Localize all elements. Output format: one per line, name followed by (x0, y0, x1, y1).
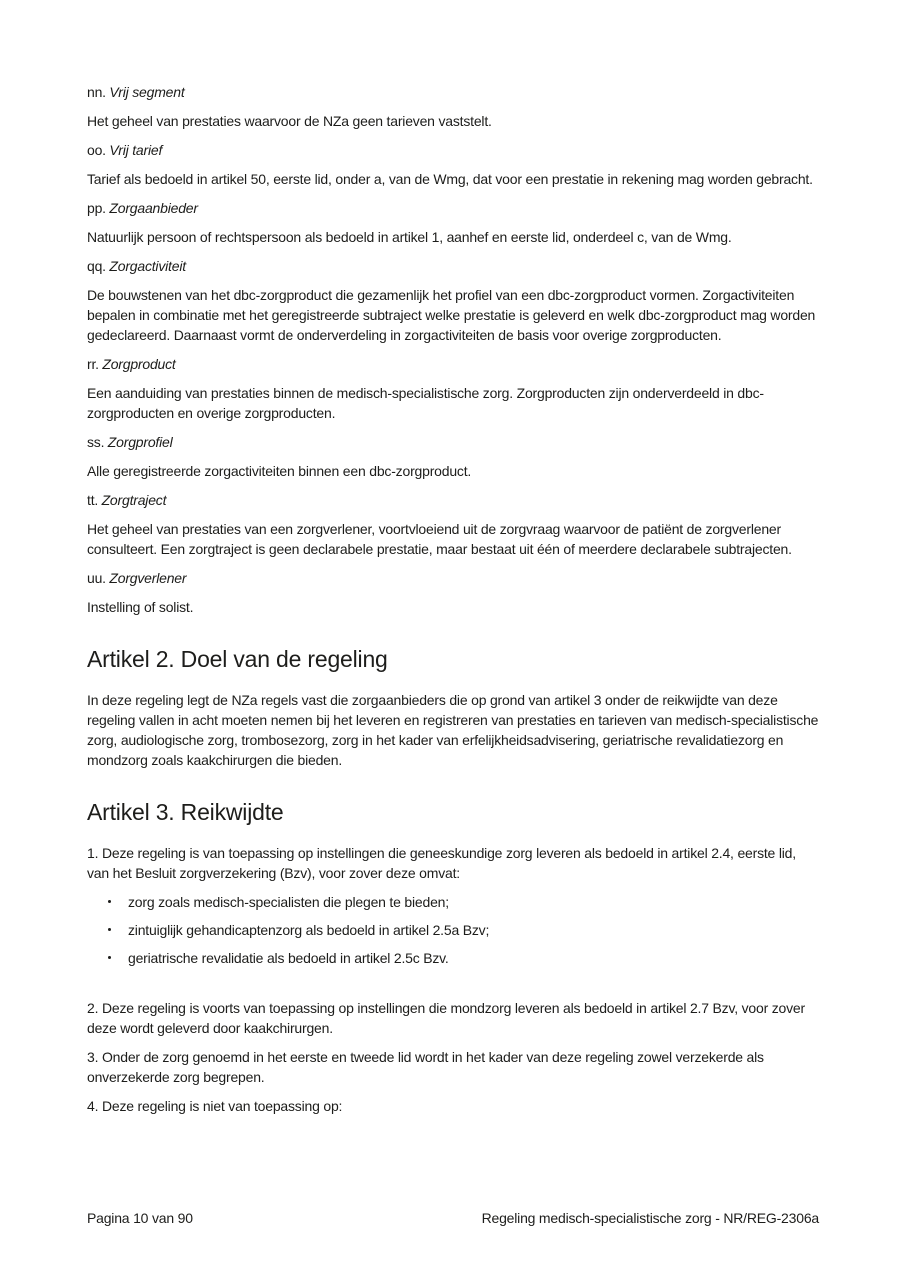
article-3-paragraph-2: 2. Deze regeling is voorts van toepassing op instellingen die mondzorg leveren als bedoeld in artikel 2.7 Bzv, voor zover deze wordt geleverd door kaakchirurgen. (87, 1000, 805, 1036)
definition-term-text: Vrij segment (109, 84, 185, 100)
definition-term-text: Zorgproduct (102, 356, 176, 372)
article-3-paragraph-1: 1. Deze regeling is van toepassing op instellingen die geneeskundige zorg leveren als bedoeld in artikel 2.4, eerste lid, van het Besluit zorgverzekering (Bzv), voor zover deze omvat: (87, 845, 796, 881)
bullet-icon (108, 928, 111, 931)
definition-term (87, 354, 819, 374)
definition-term-text: Zorgactiviteit (109, 258, 186, 274)
article-2-paragraph: In deze regeling legt de NZa regels vast die zorgaanbieders die op grond van artikel 3 onder de reikwijdte van deze regeling vallen in acht moeten nemen bij het leveren en registreren van prestaties en tarieven van medisch-specialistische zorg, audiologische zorg, trombosezorg, zorg in het kader van erfelijkheidsadvisering, geriatrische revalidatiezorg en mondzorg zoals kaakchirurgen die bieden. (87, 692, 819, 768)
definition-body: Natuurlijk persoon of rechtspersoon als bedoeld in artikel 1, aanhef en eerste lid, onderdeel c, van de Wmg. (87, 229, 732, 245)
article-3-paragraph-3: 3. Onder de zorg genoemd in het eerste en tweede lid wordt in het kader van deze regeling zowel verzekerde als onverzekerde zorg begrepen. (87, 1049, 764, 1085)
bullet-item (87, 892, 819, 912)
page-footer (87, 1208, 819, 1228)
bullet-text: zorg zoals medisch-specialisten die plegen te bieden; (128, 894, 449, 910)
definition-label: rr. (87, 356, 99, 372)
definition-term (87, 490, 819, 510)
definition-term (87, 256, 819, 276)
page-content (87, 82, 819, 1125)
definition-body: Een aanduiding van prestaties binnen de medisch-specialistische zorg. Zorgproducten zijn onderverdeeld in dbc-zorgproducten en overige zorgproducten. (87, 385, 764, 421)
definition-term-text: Zorgverlener (109, 570, 187, 586)
definition-label: qq. (87, 258, 106, 274)
definition-label: uu. (87, 570, 106, 586)
definition-body: Tarief als bedoeld in artikel 50, eerste lid, onder a, van de Wmg, dat voor een prestatie in rekening mag worden gebracht. (87, 171, 813, 187)
definition-label: nn. (87, 84, 106, 100)
bullet-list (87, 892, 819, 968)
definition-body: De bouwstenen van het dbc-zorgproduct die gezamenlijk het profiel van een dbc-zorgproduct vormen. Zorgactiviteiten bepalen in combinatie met het geregistreerde subtraject welke prestatie is geleverd en welk dbc-zorgproduct mag worden gedeclareerd. Daarnaast vormt de onderverdeling in zorgactiviteiten de basis voor overige zorgproducten. (87, 287, 816, 343)
footer-document-title: Regeling medisch-specialistische zorg - NR/REG-2306a (481, 1210, 819, 1226)
bullet-item (87, 948, 819, 968)
footer-page-number: Pagina 10 van 90 (87, 1210, 193, 1226)
definition-term (87, 568, 819, 588)
bullet-text: zintuiglijk gehandicaptenzorg als bedoeld in artikel 2.5a Bzv; (128, 922, 490, 938)
definition-label: pp. (87, 200, 106, 216)
definition-term (87, 82, 819, 102)
bullet-icon (108, 956, 111, 959)
definition-term (87, 432, 819, 452)
definition-label: ss. (87, 434, 105, 450)
definition-body: Alle geregistreerde zorgactiviteiten binnen een dbc-zorgproduct. (87, 463, 472, 479)
definition-term-text: Zorgtraject (101, 492, 167, 508)
bullet-text: geriatrische revalidatie als bedoeld in artikel 2.5c Bzv. (128, 950, 449, 966)
definition-term (87, 140, 819, 160)
bullet-item (87, 920, 819, 940)
definition-body: Het geheel van prestaties van een zorgverlener, voortvloeiend uit de zorgvraag waarvoor de patiënt de zorgverlener consulteert. Een zorgtraject is geen declarabele prestatie, maar bestaat uit één of meerdere declarabele subtrajecten. (87, 521, 792, 557)
article-3-heading: Artikel 3. Reikwijdte (87, 799, 284, 825)
article-2-heading: Artikel 2. Doel van de regeling (87, 646, 388, 672)
definition-term (87, 198, 819, 218)
definition-term-text: Zorgaanbieder (109, 200, 198, 216)
bullet-icon (108, 900, 111, 903)
definition-term-text: Zorgprofiel (107, 434, 173, 450)
definition-body: Instelling of solist. (87, 599, 194, 615)
definition-body: Het geheel van prestaties waarvoor de NZa geen tarieven vaststelt. (87, 113, 492, 129)
definition-label: tt. (87, 492, 99, 508)
definition-label: oo. (87, 142, 106, 158)
article-3-paragraph-4: 4. Deze regeling is niet van toepassing op: (87, 1098, 343, 1114)
definition-term-text: Vrij tarief (109, 142, 163, 158)
